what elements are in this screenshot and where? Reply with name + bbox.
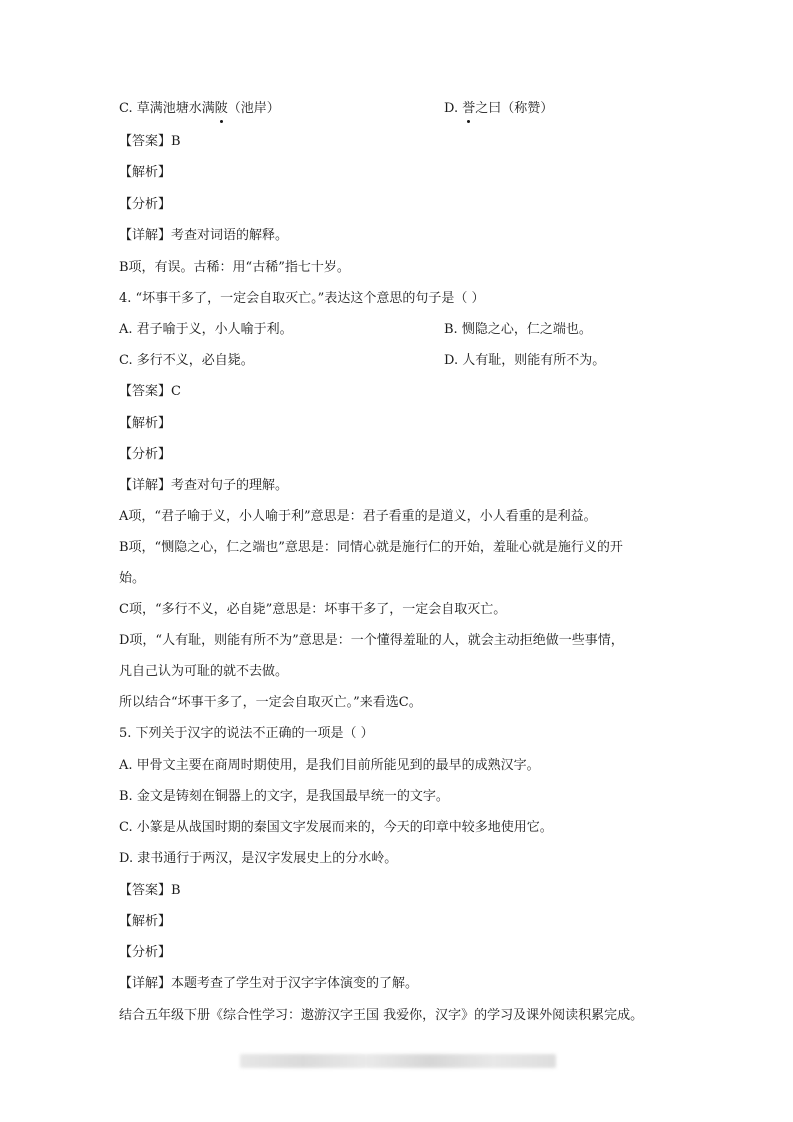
q5-option-c: C. 小篆是从战国时期的秦国文字发展而来的，今天的印章中较多地使用它。 <box>119 820 553 835</box>
q3-option-c-dotted-char: 陂 <box>215 99 228 119</box>
q4-option-a: A. 君子喻于义，小人喻于利。 <box>119 322 293 337</box>
q5-fenxi-heading: 【分析】 <box>119 945 172 960</box>
q4-explanation-c: C项，“多行不义，必自毙”意思是：坏事干多了，一定会自取灭亡。 <box>119 602 507 617</box>
q5-option-b: B. 金文是铸刻在铜器上的文字，是我国最早统一的文字。 <box>119 789 449 804</box>
q5-option-d: D. 隶书通行于两汉，是汉字发展史上的分水岭。 <box>119 851 398 866</box>
q3-analysis-heading: 【解析】 <box>119 165 172 180</box>
q5-option-a: A. 甲骨文主要在商周时期使用，是我们目前所能见到的最早的成熟汉字。 <box>119 758 540 773</box>
q4-answer: 【答案】C <box>119 384 181 399</box>
q4-detail: 【详解】考查对句子的理解。 <box>119 478 289 493</box>
q4-option-c: C. 多行不义，必自毙。 <box>119 353 254 368</box>
q4-explanation-d-line2: 凡自己认为可耻的就不去做。 <box>119 664 289 679</box>
q4-explanation-d-line1: D项，“人有耻，则能有所不为”意思是：一个懂得羞耻的人，就会主动拒绝做一些事情， <box>119 633 624 648</box>
q5-last-line: 结合五年级下册《综合性学习：遨游汉字王国 我爱你，汉字》的学习及课外阅读积累完成。 <box>119 1008 644 1023</box>
q4-explanation-b-line1: B项，“恻隐之心，仁之端也”意思是：同情心就是施行仁的开始，羞耻心就是施行义的开 <box>119 540 623 555</box>
q3-option-c-suffix: （池岸） <box>227 101 280 116</box>
q4-stem: 4. “坏事干多了，一定会自取灭亡。”表达这个意思的句子是（ ） <box>119 291 485 306</box>
q3-detail: 【详解】考查对词语的解释。 <box>119 228 289 243</box>
q3-explanation-b: B项，有误。古稀：用“古稀”指七十岁。 <box>119 260 350 275</box>
blurred-footer-watermark <box>240 1054 556 1068</box>
q5-stem: 5. 下列关于汉字的说法不正确的一项是（ ） <box>119 726 374 741</box>
q4-explanation-b-line2: 始。 <box>119 571 146 586</box>
q5-detail: 【详解】本题考查了学生对于汉字字体演变的了解。 <box>119 976 419 991</box>
q3-option-c-prefix: C. 草满池塘水满 <box>119 101 215 116</box>
q3-option-d-prefix: D. <box>444 101 463 116</box>
q4-option-d: D. 人有耻，则能有所不为。 <box>444 353 606 368</box>
q3-answer: 【答案】B <box>119 134 181 149</box>
q4-fenxi-heading: 【分析】 <box>119 447 172 462</box>
q3-option-c <box>119 99 280 119</box>
q4-analysis-heading: 【解析】 <box>119 416 172 431</box>
q3-option-d-suffix: 之曰（称赞） <box>475 101 554 116</box>
q3-option-d-dotted-char: 誉 <box>462 99 475 119</box>
q4-explanation-a: A项，“君子喻于义，小人喻于利”意思是：君子看重的是道义，小人看重的是利益。 <box>119 509 597 524</box>
q4-option-b: B. 恻隐之心，仁之端也。 <box>444 322 592 337</box>
q5-analysis-heading: 【解析】 <box>119 914 172 929</box>
q5-answer: 【答案】B <box>119 883 181 898</box>
q3-option-d <box>444 99 553 119</box>
q3-fenxi-heading: 【分析】 <box>119 197 172 212</box>
q4-conclusion: 所以结合“坏事干多了，一定会自取灭亡。”来看选C。 <box>119 695 422 710</box>
